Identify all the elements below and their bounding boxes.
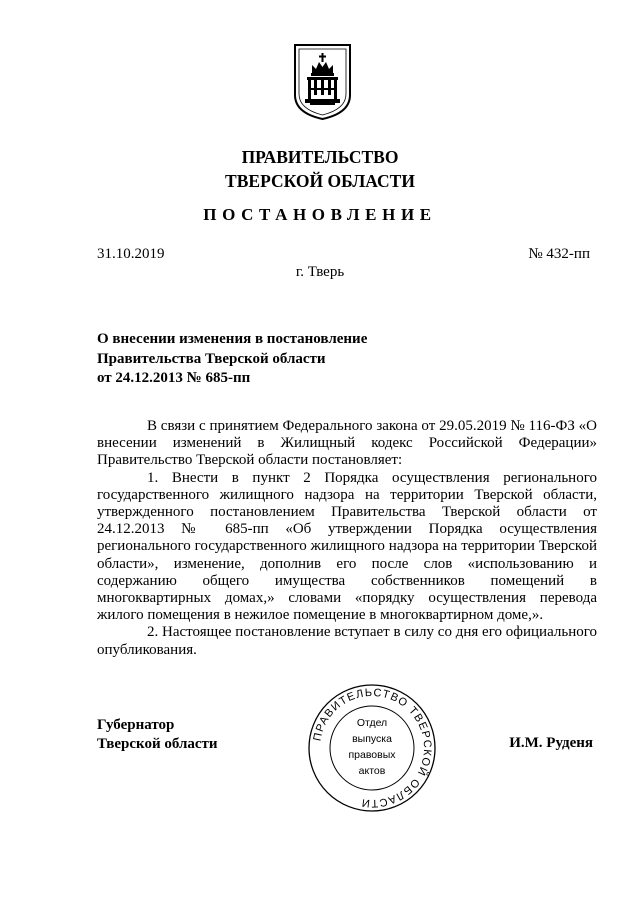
stamp-ring-text: ПРАВИТЕЛЬСТВО ТВЕРСКОЙ ОБЛАСТИ <box>311 686 434 810</box>
item-2-paragraph: 2. Настоящее постановление вступает в силу со дня его официального опубликования. <box>97 624 597 658</box>
document-date: 31.10.2019 <box>97 246 165 262</box>
signatory-name: И.М. Руденя <box>509 735 593 751</box>
position-line-1: Губернатор <box>97 717 175 733</box>
subject-line-1: О внесении изменения в постановление <box>97 331 368 347</box>
organization-line-2: ТВЕРСКОЙ ОБЛАСТИ <box>225 171 415 191</box>
official-stamp <box>306 682 438 814</box>
item-1-paragraph: 1. Внести в пункт 2 Порядка осуществления регионального государственного жилищного надзора на территории Тверской области, утвержденного постановлением Правительства Тверской области от 24.12.2013 № 685-пп «Об утверждении Порядка осуществления регионального государственного жилищного надзора на территории Тверской области», изменение, дополнив его после слов «использованию и содержанию общего имущества собственников помещений в многоквартирных домах,» словами «порядку осуществления перевода жилого помещения в нежилое помещение в многоквартирном доме,». <box>97 469 597 624</box>
document-city: г. Тверь <box>295 264 345 280</box>
document-type: ПОСТАНОВЛЕНИЕ <box>203 205 437 224</box>
position-line-2: Тверской области <box>97 736 218 752</box>
organization-name <box>0 145 640 193</box>
coat-of-arms-icon <box>293 43 352 121</box>
stamp-line-2: выпуска <box>352 733 392 745</box>
stamp-line-3: правовых <box>348 749 396 761</box>
stamp-line-1: Отдел <box>356 717 388 729</box>
subject-line-3: от 24.12.2013 № 685-пп <box>97 370 251 386</box>
subject-line-2: Правительства Тверской области <box>97 350 326 367</box>
stamp-line-4: актов <box>358 765 386 777</box>
document-subject <box>97 330 367 389</box>
document-number: № 432-пп <box>528 246 590 262</box>
document-body <box>97 418 597 659</box>
organization-line-1: ПРАВИТЕЛЬСТВО <box>241 147 399 167</box>
preamble-paragraph: В связи с принятием Федерального закона от 29.05.2019 № 116-ФЗ «О внесении изменений в Жилищный кодекс Российской Федерации» Правительство Тверской области постановляет: <box>97 418 597 469</box>
signatory-position <box>97 716 218 754</box>
